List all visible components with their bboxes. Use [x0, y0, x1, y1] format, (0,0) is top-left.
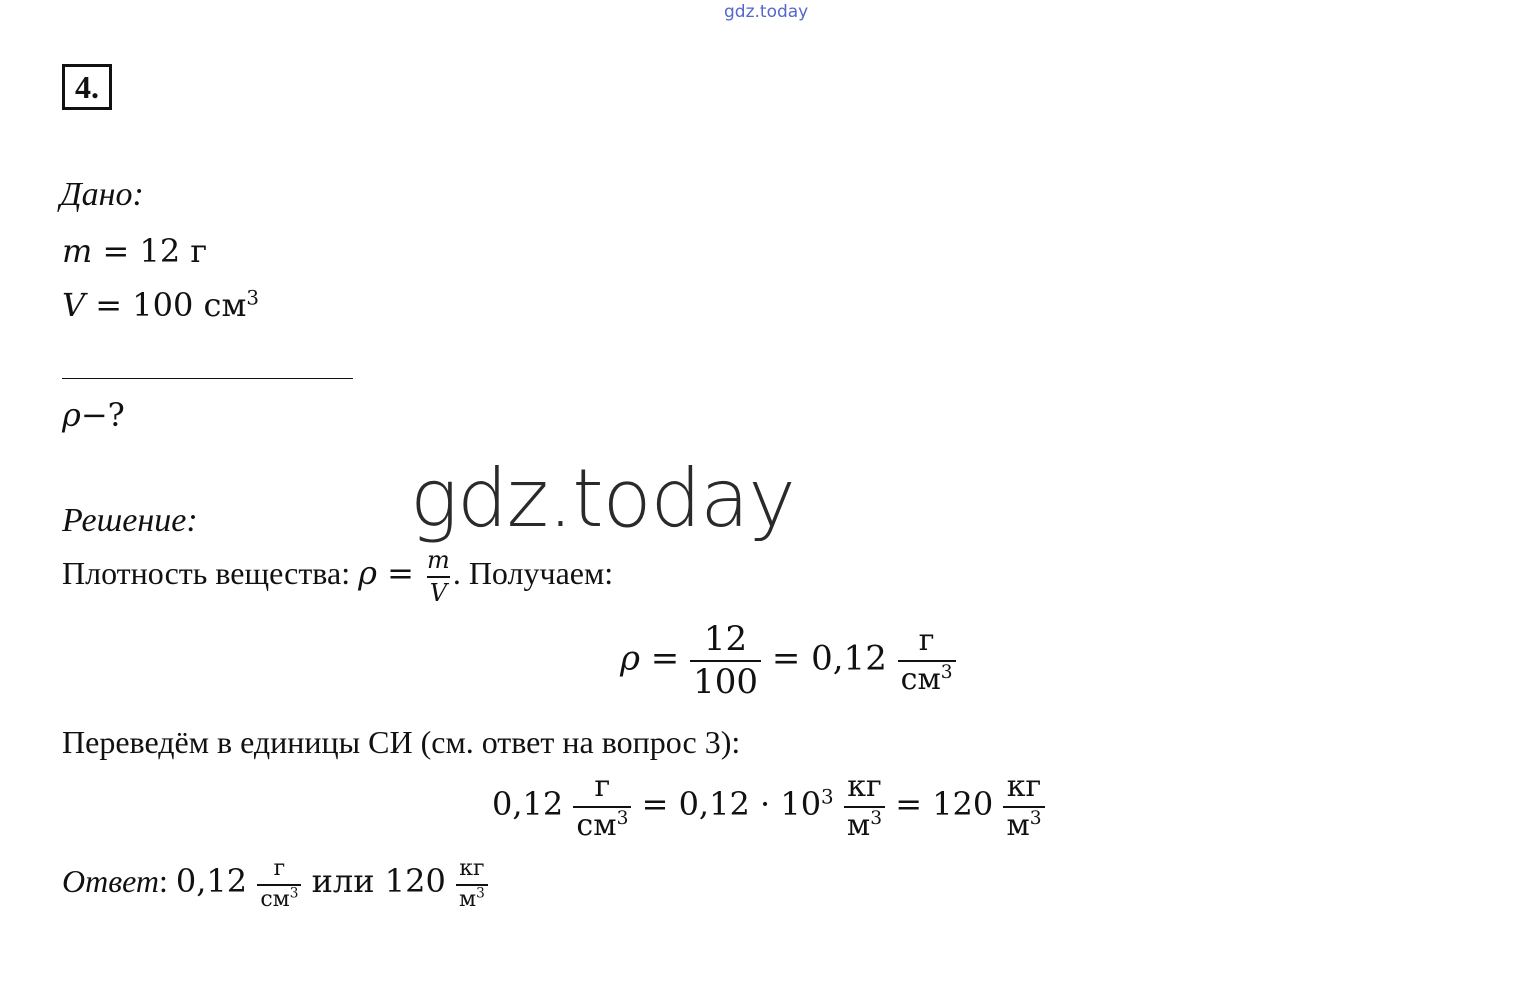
- density-formula-line: Плотность вещества: ρ = $\frac{m}{V}$ . Получаем:: [62, 546, 614, 607]
- watermark-large: gdz.today: [410, 452, 795, 545]
- find-quantity: ρ−?: [62, 396, 125, 434]
- conv-unit-fraction-1: $\frac{г}{см^3}$: [573, 772, 631, 841]
- density-calculation: ρ = $\frac{12}{100}$ = 0,12 $\frac{г}{см^3}$: [620, 622, 956, 699]
- given-mass: m = 12 г: [62, 232, 208, 270]
- answer-unit-fraction-2: $\frac{кг}{м^3}$: [456, 858, 488, 911]
- problem-number: 4.: [62, 64, 112, 110]
- solution-label: Решение:: [62, 502, 198, 539]
- calc-fraction: $\frac{12}{100}$: [690, 622, 761, 699]
- answer-unit-fraction-1: $\frac{г}{см^3}$: [257, 858, 301, 911]
- answer-line: Ответ: 0,12 $\frac{г}{см^3}$ или 120 $\frac{кг}{м^3}$: [62, 858, 488, 911]
- conv-unit-fraction-3: $\frac{кг}{м^3}$: [1003, 772, 1044, 841]
- conv-unit-fraction-2: $\frac{кг}{м^3}$: [844, 772, 885, 841]
- calc-unit-fraction: $\frac{г}{см^3}$: [898, 626, 956, 695]
- given-volume: V = 100 $см^3$: [62, 286, 259, 324]
- watermark-small: gdz.today: [724, 2, 809, 22]
- unit-conversion: 0,12 $\frac{г}{см^3}$ = $0,12 \cdot 10^3$ $\frac{кг}{м^3}$ = 120 $\frac{кг}{м^3}$: [492, 772, 1045, 841]
- given-divider: [62, 378, 353, 379]
- convert-text: Переведём в единицы СИ (см. ответ на вопрос 3):: [62, 724, 741, 760]
- given-label: Дано:: [60, 176, 144, 213]
- density-fraction: $\frac{m}{V}$: [427, 546, 450, 607]
